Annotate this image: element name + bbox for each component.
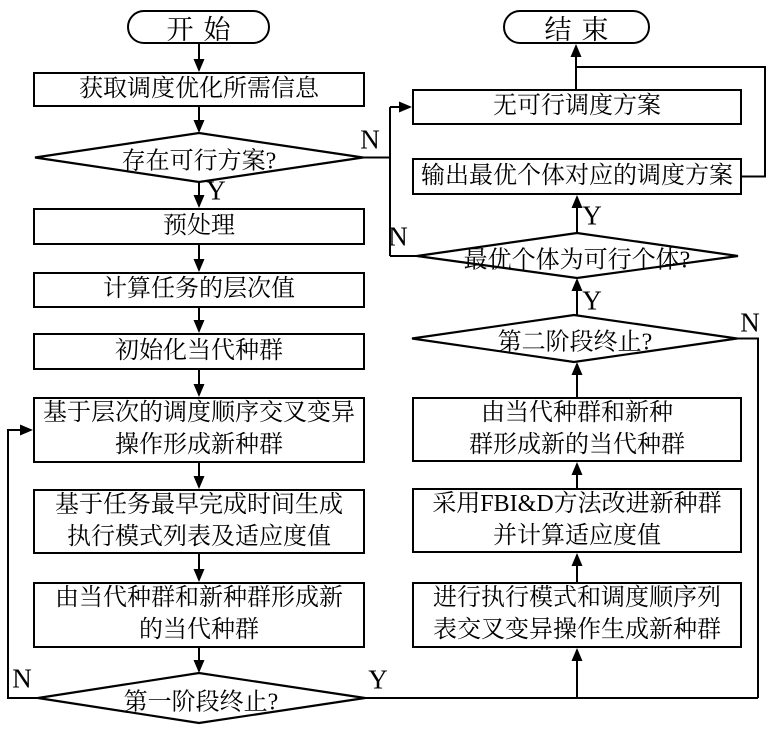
decision-best-feasible-label: 最优个体为可行个体? <box>463 247 691 274</box>
node-merge-stage1: 由当代种群和新种群形成新 的当代种群 <box>33 582 365 648</box>
node-output-best: 输出最优个体对应的调度方案 <box>412 158 742 195</box>
decision-feasible-label: 存在可行方案? <box>121 148 277 175</box>
branch-no-stage1: N <box>12 663 32 694</box>
branch-yes-stage1: Y <box>368 664 388 695</box>
node-merge-stage2: 由当代种群和新种 群形成新的当代种群 <box>412 397 742 462</box>
branch-yes-best-feasible: Y <box>582 200 602 231</box>
node-crossover-stage1: 基于层次的调度顺序交叉变异 操作形成新种群 <box>33 397 365 463</box>
node-fbid-improve: 采用FBI&D方法改进新种群 并计算适应度值 <box>412 488 742 553</box>
branch-no-stage2: N <box>740 307 760 338</box>
node-end: 结束 <box>503 10 650 44</box>
edge-stage1-no-loop <box>8 430 38 698</box>
branch-no-best-feasible: N <box>388 221 408 252</box>
node-crossover-stage2: 进行执行模式和调度顺序列 表交叉变异操作生成新种群 <box>412 582 742 648</box>
node-compute-level: 计算任务的层次值 <box>33 272 365 308</box>
node-preprocess: 预处理 <box>33 208 365 245</box>
decision-stage2-label: 第二阶段终止? <box>497 329 653 356</box>
node-get-info: 获取调度优化所需信息 <box>33 72 365 107</box>
decision-stage1-label: 第一阶段终止? <box>123 689 279 716</box>
branch-yes-feasible: Y <box>206 175 226 206</box>
node-start: 开始 <box>127 10 270 44</box>
node-fitness-stage1: 基于任务最早完成时间生成 执行模式列表及适应度值 <box>33 489 365 554</box>
branch-yes-stage2: Y <box>582 285 602 316</box>
branch-no-feasible: N <box>360 124 380 155</box>
node-no-feasible: 无可行调度方案 <box>412 89 742 125</box>
node-init-population: 初始化当代种群 <box>33 333 365 370</box>
